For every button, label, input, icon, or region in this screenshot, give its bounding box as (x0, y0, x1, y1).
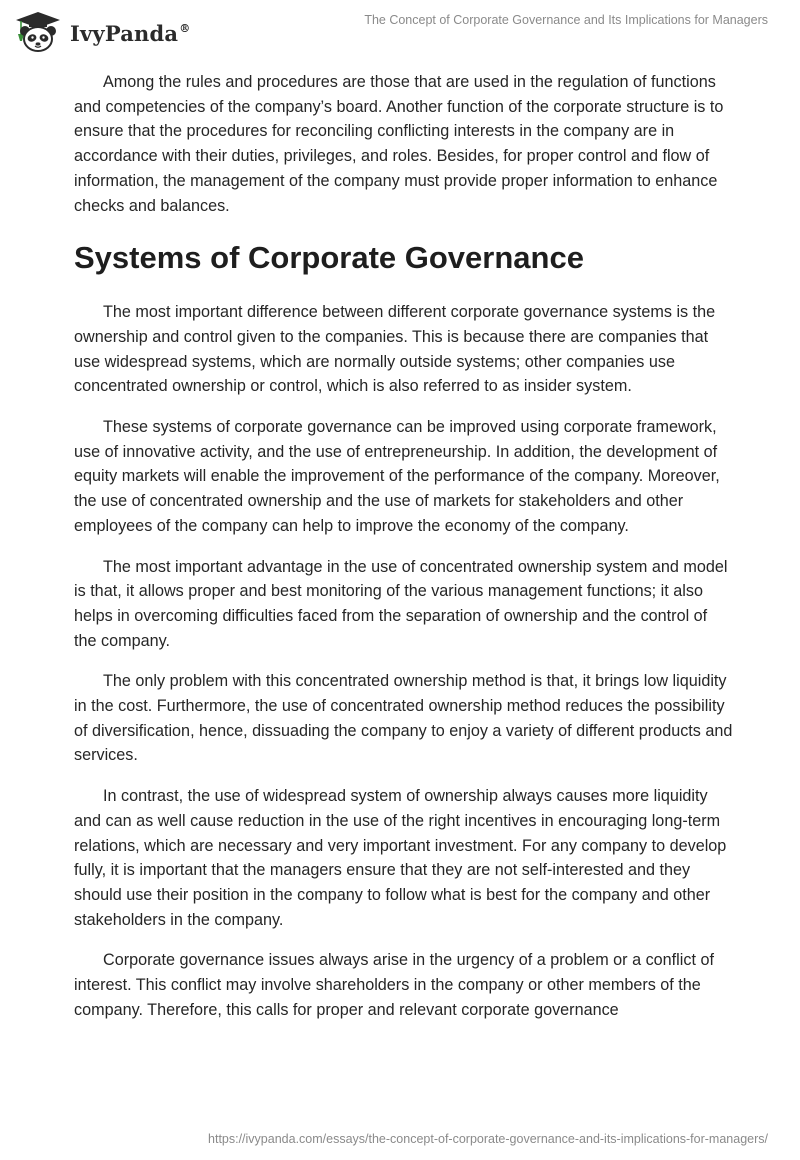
body-paragraph: In contrast, the use of widespread system of ownership always causes more liquidity and can as well cause reduction in the use of the right incentives in encouraging long-term relations, which are necessary and very important investment. For any company to develop fully, it is important that the managers ensure that they are not self-interested and they should use their position in the company to follow what is best for the company and other stakeholders in the company. (74, 787, 727, 929)
body-paragraph: The most important difference between different corporate governance systems is the ownership and control given to the companies. This is because there are companies that use widespread systems, which are normally outside systems; other companies use concentrated ownership or control, which is also referred to as insider system. (74, 303, 716, 396)
ivypanda-logo[interactable] (12, 10, 190, 54)
registered-mark: ® (179, 21, 191, 35)
logo-wordmark (70, 21, 190, 46)
source-url[interactable]: https://ivypanda.com/essays/the-concept-of-corporate-governance-and-its-implications-for-managers/ (208, 1132, 768, 1146)
article-body (74, 70, 734, 1039)
body-paragraph: These systems of corporate governance can be improved using corporate framework, use of innovative activity, and the use of entrepreneurship. In addition, the development of equity markets will enable the improvement of the performance of the company. Moreover, the use of concentrated ownership and the use of markets for stakeholders and other employees of the company can help to improve the economy of the company. (74, 418, 720, 535)
logo-text: IvyPanda (70, 20, 179, 46)
body-paragraph: The only problem with this concentrated ownership method is that, it brings low liquidity in the cost. Furthermore, the use of concentrated ownership method reduces the possibility of diversification, hence, dissuading the company to enjoy a variety of different products and services. (74, 672, 733, 765)
document-title: The Concept of Corporate Governance and Its Implications for Managers (364, 13, 768, 27)
body-paragraph: Corporate governance issues always arise in the urgency of a problem or a conflict of interest. This conflict may involve shareholders in the company or other members of the company. Therefore, this calls for proper and relevant corporate governance (74, 951, 714, 1019)
page-header (0, 0, 800, 64)
body-paragraph: The most important advantage in the use of concentrated ownership system and model is that, it allows proper and best monitoring of the various management functions; it also helps in overcoming difficulties faced from the separation of ownership and the control of the company. (74, 557, 728, 650)
intro-paragraph: Among the rules and procedures are those that are used in the regulation of functions and competencies of the company’s board. Another function of the corporate structure is to ensure that the procedures for reconciling conflicting interests in the company are in accordance with their duties, privileges, and roles. Besides, for proper control and flow of information, the management of the company must provide proper information to enhance checks and balances. (74, 73, 724, 215)
panda-graduation-cap-icon (12, 10, 64, 54)
section-heading: Systems of Corporate Governance (74, 240, 584, 276)
